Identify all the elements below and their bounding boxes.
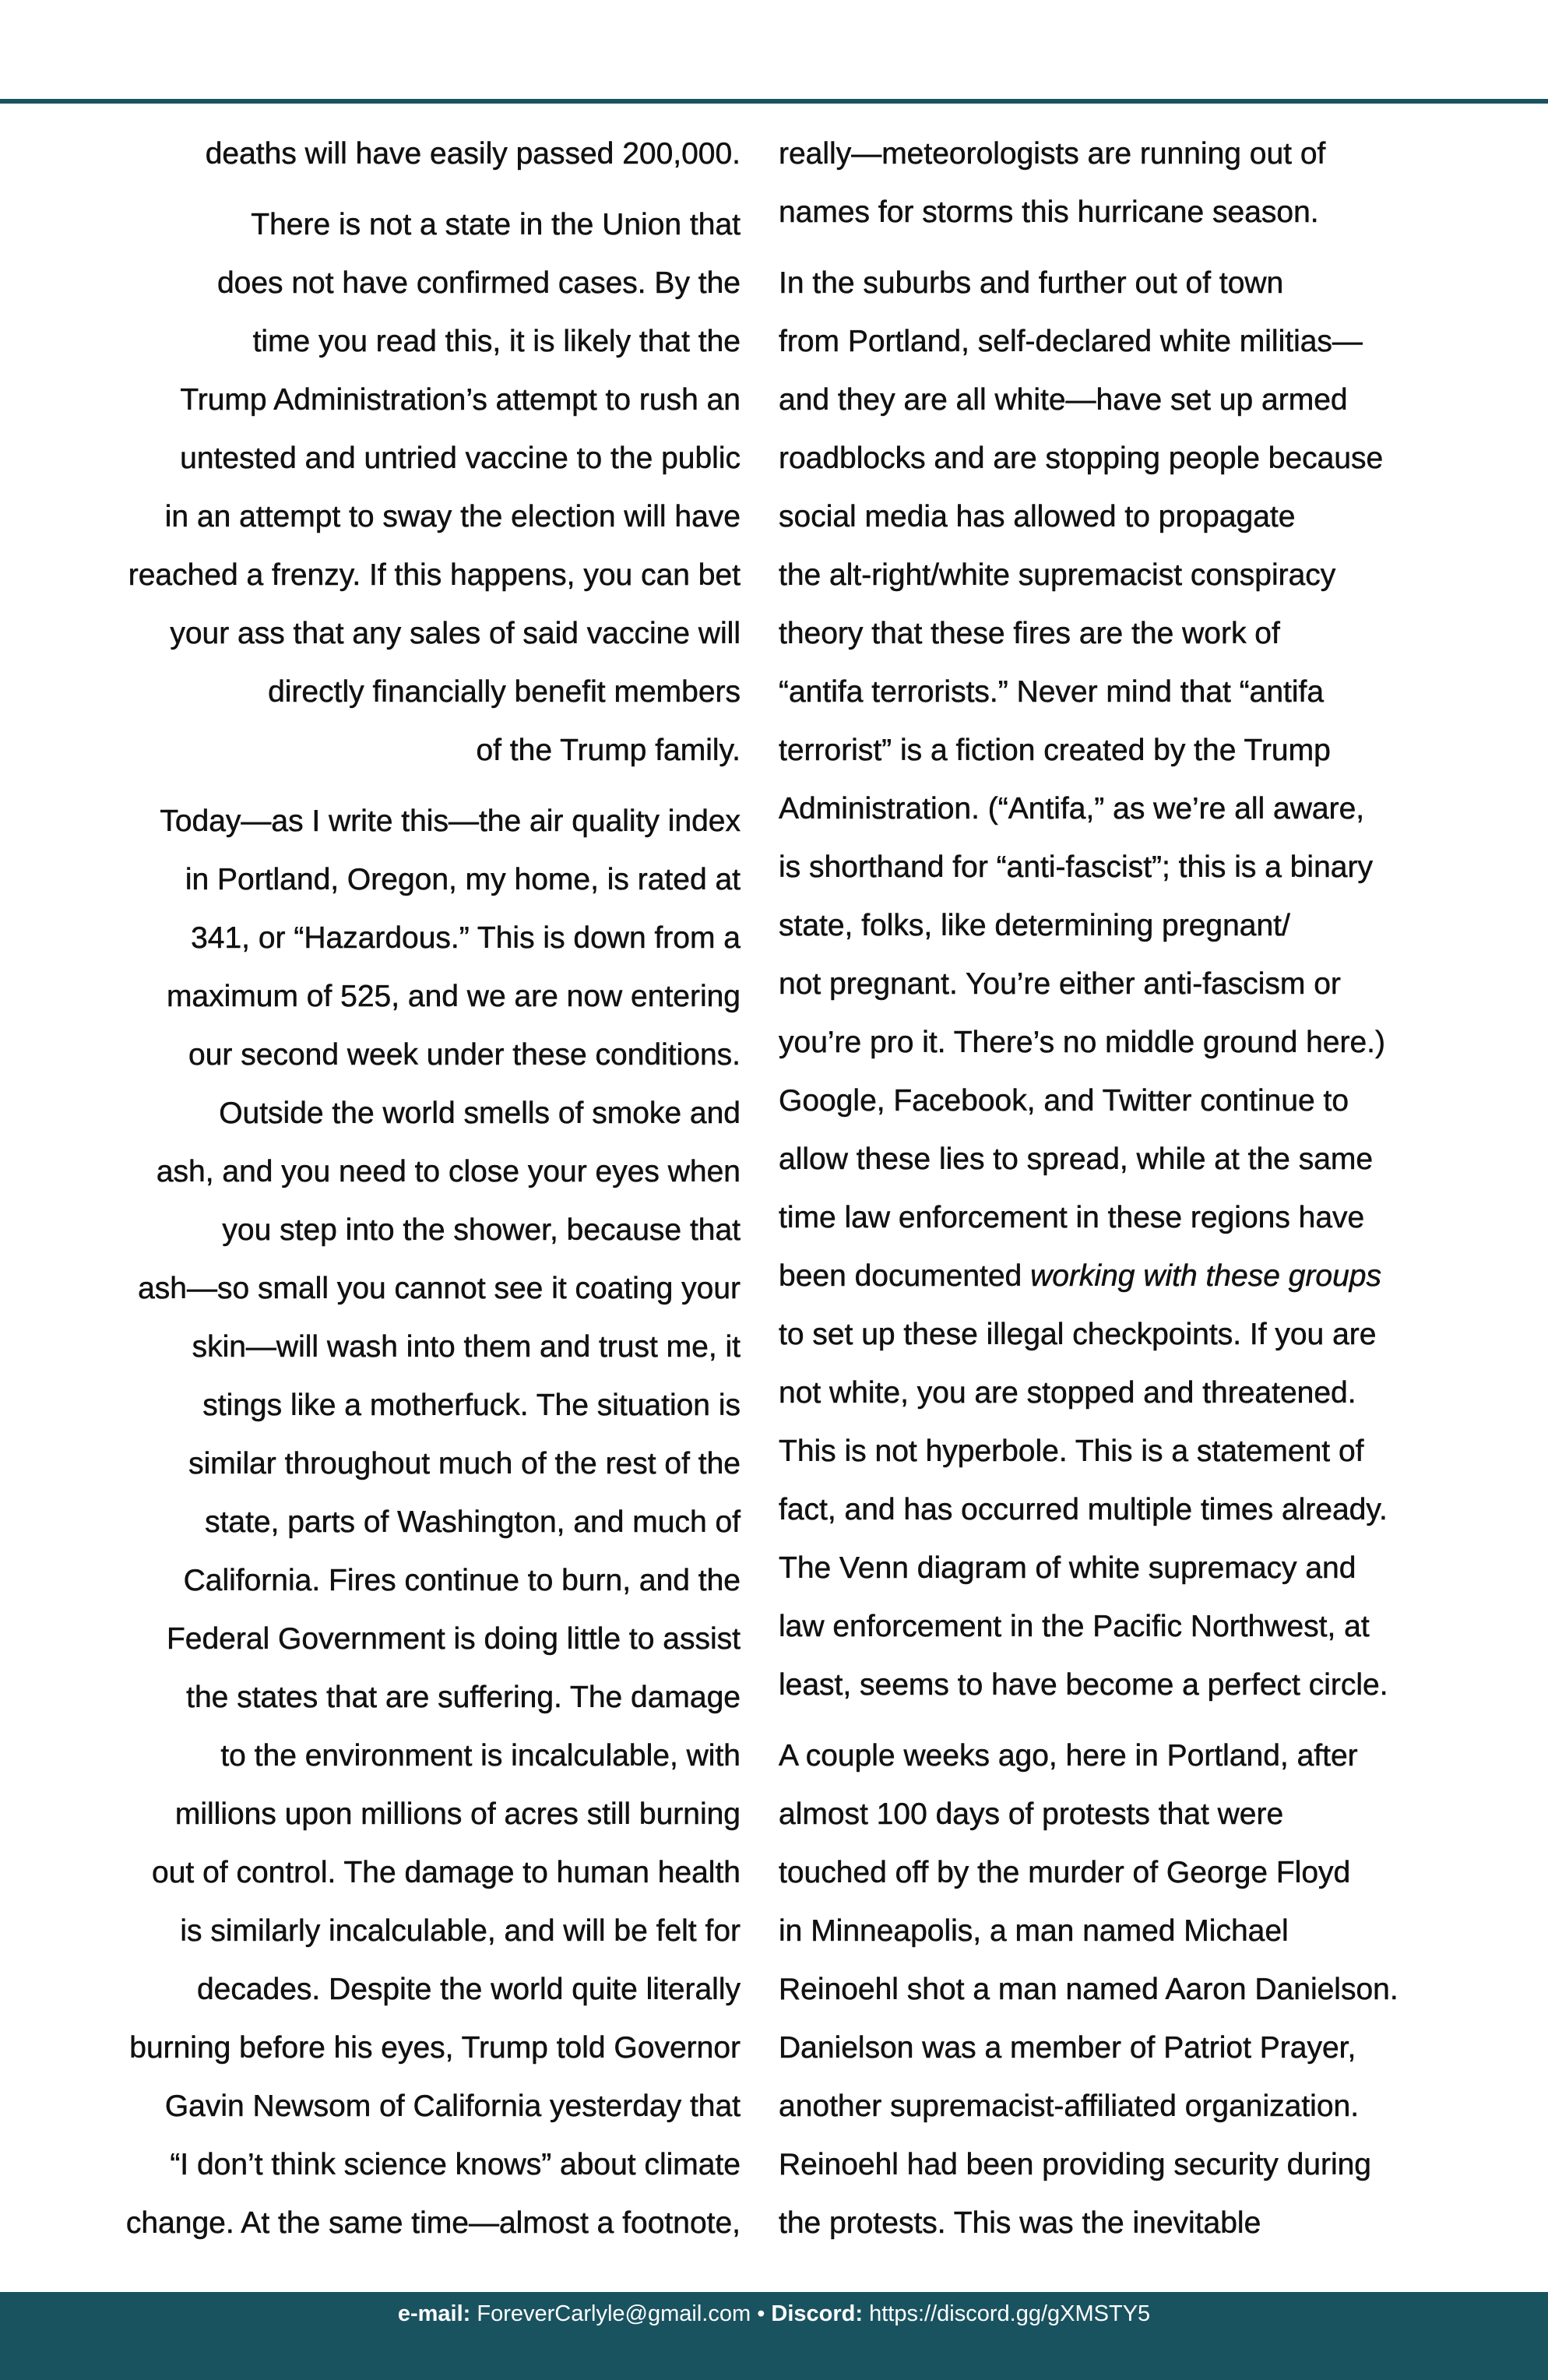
text-line: California. Fires continue to burn, and the — [183, 1564, 741, 1597]
text-line: 341, or “Hazardous.” This is down from a — [191, 921, 741, 955]
text-line: burning before his eyes, Trump told Governor — [129, 2031, 741, 2065]
text-line: maximum of 525, and we are now entering — [166, 980, 741, 1013]
discord-label: Discord: — [771, 2301, 864, 2326]
text-line: in an attempt to sway the election will have — [164, 500, 741, 533]
text-line: fact, and has occurred multiple times already. — [779, 1493, 1388, 1526]
text-line: allow these lies to spread, while at the same — [779, 1142, 1374, 1176]
text-line: Danielson was a member of Patriot Prayer, — [779, 2031, 1356, 2065]
text-line: “I don’t think science knows” about climate — [170, 2148, 741, 2181]
text-line: not pregnant. You’re either anti-fascism or — [779, 967, 1341, 1001]
text-line: touched off by the murder of George Floyd — [779, 1856, 1351, 1889]
left-column — [47, 125, 741, 2265]
paragraph — [47, 792, 741, 2252]
text-line: names for storms this hurricane season. — [779, 195, 1319, 229]
text-line: terrorist” is a fiction created by the Trump — [779, 734, 1331, 767]
text-line: out of control. The damage to human health — [152, 1856, 741, 1889]
text-line: you step into the shower, because that — [222, 1213, 741, 1247]
text-line: the alt-right/white supremacist conspiracy — [779, 558, 1336, 592]
text-line: Gavin Newsom of California yesterday that — [164, 2090, 741, 2123]
discord-link[interactable]: https://discord.gg/gXMSTY5 — [869, 2301, 1151, 2326]
text-line: least, seems to have become a perfect circle. — [779, 1668, 1388, 1702]
text-line: law enforcement in the Pacific Northwest, at — [779, 1610, 1370, 1643]
text-line: of the Trump family. — [476, 734, 741, 767]
text-segment: been documented — [779, 1259, 1031, 1293]
text-line: There is not a state in the Union that — [251, 208, 741, 241]
text-line: the states that are suffering. The damage — [186, 1681, 741, 1714]
footer-contact — [0, 2297, 1548, 2331]
text-line: time you read this, it is likely that the — [252, 325, 741, 358]
text-line: state, folks, like determining pregnant/ — [779, 909, 1290, 942]
text-line: stings like a motherfuck. The situation is — [202, 1389, 741, 1422]
text-line: deaths will have easily passed 200,000. — [205, 137, 741, 171]
separator-bullet: • — [757, 2301, 765, 2326]
text-line: ash, and you need to close your eyes when — [156, 1155, 741, 1188]
text-line: untested and untried vaccine to the public — [180, 442, 741, 475]
text-line: and they are all white—have set up armed — [779, 383, 1348, 417]
paragraph — [47, 195, 741, 780]
text-line: similar throughout much of the rest of the — [188, 1447, 741, 1480]
text-line: directly financially benefit members — [268, 675, 741, 709]
text-line: our second week under these conditions. — [188, 1038, 741, 1072]
text-line: Trump Administration’s attempt to rush an — [180, 383, 741, 417]
text-line: to set up these illegal checkpoints. If you are — [779, 1318, 1377, 1351]
right-column — [779, 125, 1479, 2265]
text-line: state, parts of Washington, and much of — [205, 1505, 741, 1539]
text-line: Today—as I write this—the air quality index — [160, 804, 741, 838]
text-line: In the suburbs and further out of town — [779, 266, 1284, 300]
text-line: “antifa terrorists.” Never mind that “antifa — [779, 675, 1325, 709]
text-line: change. At the same time—almost a footnote, — [125, 2206, 741, 2240]
email-link[interactable]: ForeverCarlyle@gmail.com — [477, 2301, 751, 2326]
text-line: is shorthand for “anti-fascist”; this is a binary — [779, 850, 1373, 884]
text-line: millions upon millions of acres still burning — [174, 1797, 741, 1831]
text-line: you’re pro it. There’s no middle ground here.) — [779, 1026, 1385, 1059]
paragraph — [779, 254, 1479, 1714]
text-line: Google, Facebook, and Twitter continue to — [779, 1084, 1349, 1118]
text-line: Reinoehl shot a man named Aaron Danielson. — [779, 1973, 1398, 2006]
text-line: from Portland, self-declared white militias— — [779, 325, 1363, 358]
text-line: This is not hyperbole. This is a statement of — [779, 1435, 1364, 1468]
text-line: time law enforcement in these regions have — [779, 1201, 1365, 1234]
text-line: Administration. (“Antifa,” as we’re all aware, — [779, 792, 1365, 826]
paragraph — [779, 1727, 1479, 2252]
text-line: skin—will wash into them and trust me, it — [192, 1330, 741, 1364]
email-label: e-mail: — [397, 2301, 471, 2326]
text-line: roadblocks and are stopping people because — [779, 442, 1384, 475]
text-line: Federal Government is doing little to assist — [166, 1622, 741, 1656]
text-line: the protests. This was the inevitable — [779, 2206, 1261, 2240]
paragraph — [779, 125, 1479, 241]
text-line: social media has allowed to propagate — [779, 500, 1296, 533]
text-line: theory that these fires are the work of — [779, 617, 1280, 650]
text-line: reached a frenzy. If this happens, you can bet — [128, 558, 741, 592]
text-line: decades. Despite the world quite literally — [196, 1973, 741, 2006]
text-line: another supremacist-affiliated organization. — [779, 2090, 1360, 2123]
emphasis-text: working with these groups — [1030, 1259, 1381, 1293]
text-line: Outside the world smells of smoke and — [219, 1097, 741, 1130]
text-line: does not have confirmed cases. By the — [216, 266, 741, 300]
text-line: A couple weeks ago, here in Portland, after — [779, 1739, 1358, 1773]
text-line: ash—so small you cannot see it coating your — [138, 1272, 741, 1305]
text-line — [779, 1247, 1479, 1305]
text-line: your ass that any sales of said vaccine will — [170, 617, 741, 650]
header-rule — [0, 99, 1548, 104]
text-line: almost 100 days of protests that were — [779, 1797, 1284, 1831]
text-line: The Venn diagram of white supremacy and — [779, 1551, 1356, 1585]
text-line: is similarly incalculable, and will be felt for — [180, 1914, 741, 1948]
text-line: Reinoehl had been providing security during — [779, 2148, 1371, 2181]
text-line: not white, you are stopped and threatened. — [779, 1376, 1356, 1410]
paragraph — [47, 125, 741, 183]
text-line: in Portland, Oregon, my home, is rated at — [185, 863, 741, 896]
text-line: in Minneapolis, a man named Michael — [779, 1914, 1289, 1948]
text-line: to the environment is incalculable, with — [220, 1739, 741, 1773]
footer-bar — [0, 2292, 1548, 2380]
text-line: really—meteorologists are running out of — [779, 137, 1326, 171]
